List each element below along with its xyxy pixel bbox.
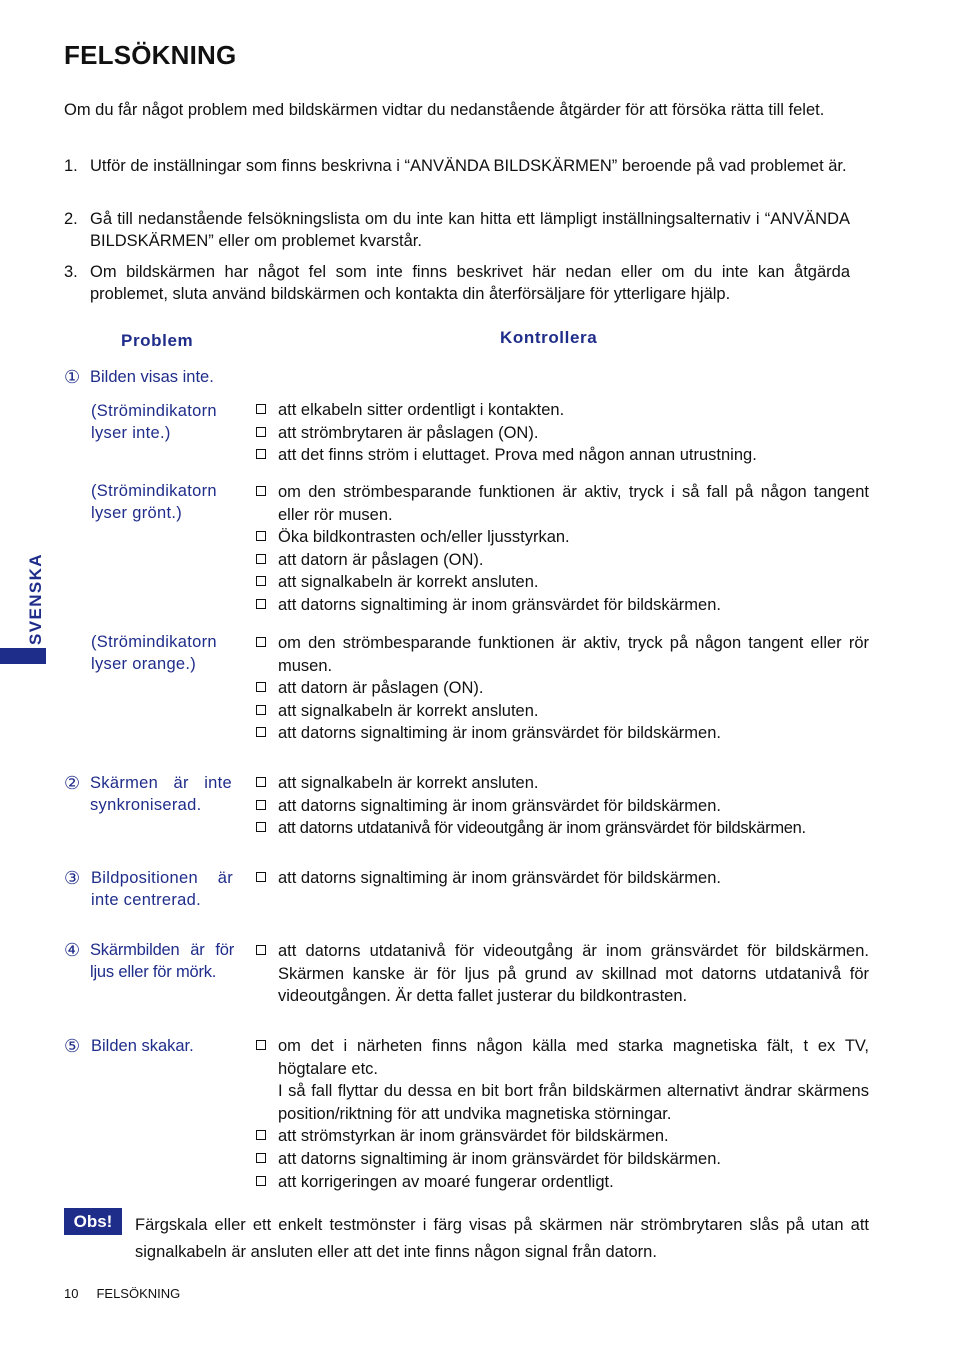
- check-item: att strömstyrkan är inom gränsvärdet för bildskärmen.: [255, 1125, 869, 1148]
- checklist-power-green: [255, 481, 869, 617]
- checkbox-icon: [256, 727, 266, 737]
- problem-5-label: Bilden skakar.: [91, 1037, 194, 1055]
- check-item: att datorns signaltiming är inom gränsvärdet för bildskärmen.: [255, 795, 869, 818]
- checkbox-icon: [256, 1040, 266, 1050]
- checkbox-icon: [256, 1130, 266, 1140]
- checkbox-icon: [256, 449, 266, 459]
- check-item: att datorn är påslagen (ON).: [255, 549, 869, 572]
- check-item: att signalkabeln är korrekt ansluten.: [255, 571, 869, 594]
- problem-5-marker: ⑤: [64, 1036, 81, 1056]
- check-item: att signalkabeln är korrekt ansluten.: [255, 700, 869, 723]
- problem-1-label: Bilden visas inte.: [90, 368, 214, 386]
- check-item: att datorns signaltiming är inom gränsvärdet för bildskärmen.: [255, 722, 869, 745]
- check-item: att datorns signaltiming är inom gränsvärdet för bildskärmen.: [255, 1148, 869, 1171]
- page-title: FELSÖKNING: [64, 40, 237, 70]
- checklist-not-centered: [255, 867, 869, 890]
- step-1-text: Utför de inställningar som finns beskrivna i “ANVÄNDA BILDSKÄRMEN” beroende på vad problemet är.: [90, 157, 847, 175]
- note-text: Färgskala eller ett enkelt testmönster i färg visas på skärmen när strömbrytaren slås på utan att signalkabeln är ansluten eller att det inte finns någon signal från datorn.: [135, 1216, 869, 1261]
- check-item-continuation: I så fall flyttar du dessa en bit bort från bildskärmen alternativt ändrar skärmens position/riktning för att undvika magnetiska störningar.: [278, 1082, 869, 1123]
- checkbox-icon: [256, 404, 266, 414]
- problem-column-header: Problem: [121, 331, 194, 350]
- checkbox-icon: [256, 599, 266, 609]
- check-item: Öka bildkontrasten och/eller ljusstyrkan.: [255, 526, 869, 549]
- checkbox-icon: [256, 531, 266, 541]
- checkbox-icon: [256, 554, 266, 564]
- check-item: om det i närheten finns någon källa med starka magnetiska fält, t ex TV, högtalare etc.: [255, 1035, 869, 1080]
- checkbox-icon: [256, 427, 266, 437]
- check-item: att datorns signaltiming är inom gränsvärdet för bildskärmen.: [255, 594, 869, 617]
- step-3-number: 3.: [64, 263, 78, 281]
- intro-paragraph: Om du får något problem med bildskärmen vidtar du nedanstående åtgärder för att försöka rätta till felet.: [64, 101, 825, 119]
- page-footer: [64, 1286, 180, 1301]
- problem-4-label: Skärmbilden är för ljus eller för mörk.: [90, 941, 234, 981]
- note-badge: Obs!: [64, 1208, 122, 1235]
- step-3-text: Om bildskärmen har något fel som inte finns beskrivet här nedan eller om du inte kan åtgärda problemet, sluta använd bildskärmen och kontakta din återförsäljare för ytterligare hjälp.: [90, 263, 850, 303]
- checkbox-icon: [256, 637, 266, 647]
- problem-2-label: Skärmen är inte synkroniserad.: [90, 774, 232, 814]
- checkbox-icon: [256, 682, 266, 692]
- footer-section: FELSÖKNING: [96, 1286, 181, 1301]
- check-item: om den strömbesparande funktionen är aktiv, tryck på någon tangent eller rör musen.: [255, 632, 869, 677]
- condition-power-green: (Strömindikatorn lyser grönt.): [91, 482, 217, 522]
- check-item: att korrigeringen av moaré fungerar ordentligt.: [255, 1171, 869, 1194]
- problem-1-marker: ①: [64, 367, 81, 387]
- check-item: att elkabeln sitter ordentligt i kontakten.: [255, 399, 869, 422]
- problem-2-marker: ②: [64, 773, 81, 793]
- check-item: att datorns signaltiming är inom gränsvärdet för bildskärmen.: [255, 867, 869, 890]
- checklist-brightness: [255, 940, 869, 1008]
- check-column-header: Kontrollera: [500, 328, 598, 347]
- step-1-number: 1.: [64, 157, 78, 175]
- check-item: att signalkabeln är korrekt ansluten.: [255, 772, 869, 795]
- checkbox-icon: [256, 822, 266, 832]
- condition-power-orange: (Strömindikatorn lyser orange.): [91, 633, 217, 673]
- check-item: att strömbrytaren är påslagen (ON).: [255, 422, 869, 445]
- step-2-number: 2.: [64, 210, 78, 228]
- checkbox-icon: [256, 777, 266, 787]
- checkbox-icon: [256, 945, 266, 955]
- step-2-text: Gå till nedanstående felsökningslista om du inte kan hitta ett lämpligt inställningsalternativ i “ANVÄNDA BILDSKÄRMEN” eller om problemet kvarstår.: [90, 210, 850, 250]
- check-item: att det finns ström i eluttaget. Prova med någon annan utrustning.: [255, 444, 869, 467]
- page-number: 10: [64, 1286, 79, 1301]
- check-item: om den strömbesparande funktionen är aktiv, tryck i så fall på någon tangent eller rör musen.: [255, 481, 869, 526]
- checklist-power-orange: [255, 632, 869, 745]
- checkbox-icon: [256, 576, 266, 586]
- problem-3-marker: ③: [64, 868, 81, 888]
- checkbox-icon: [256, 872, 266, 882]
- problem-4-marker: ④: [64, 940, 81, 960]
- checklist-power-off: [255, 399, 869, 467]
- checkbox-icon: [256, 800, 266, 810]
- checkbox-icon: [256, 705, 266, 715]
- checkbox-icon: [256, 486, 266, 496]
- check-item: att datorns utdatanivå för videoutgång är inom gränsvärdet för bildskärmen.: [255, 817, 869, 840]
- check-item: att datorns utdatanivå för videoutgång är inom gränsvärdet för bildskärmen. Skärmen kanske är för ljus på grund av skillnad mot datorns utdatanivå för videoutgången. Är detta fallet justerar du bildkontrasten.: [255, 940, 869, 1008]
- language-sidebar-label: SVENSKA: [26, 553, 45, 645]
- problem-3-label: Bildpositionen är inte centrerad.: [91, 869, 233, 909]
- check-item: att datorn är påslagen (ON).: [255, 677, 869, 700]
- checklist-image-shaking: [255, 1035, 869, 1193]
- condition-power-off: (Strömindikatorn lyser inte.): [91, 402, 217, 442]
- checkbox-icon: [256, 1153, 266, 1163]
- checkbox-icon: [256, 1176, 266, 1186]
- language-sidebar-bar: [0, 648, 46, 664]
- checklist-not-synced: [255, 772, 869, 840]
